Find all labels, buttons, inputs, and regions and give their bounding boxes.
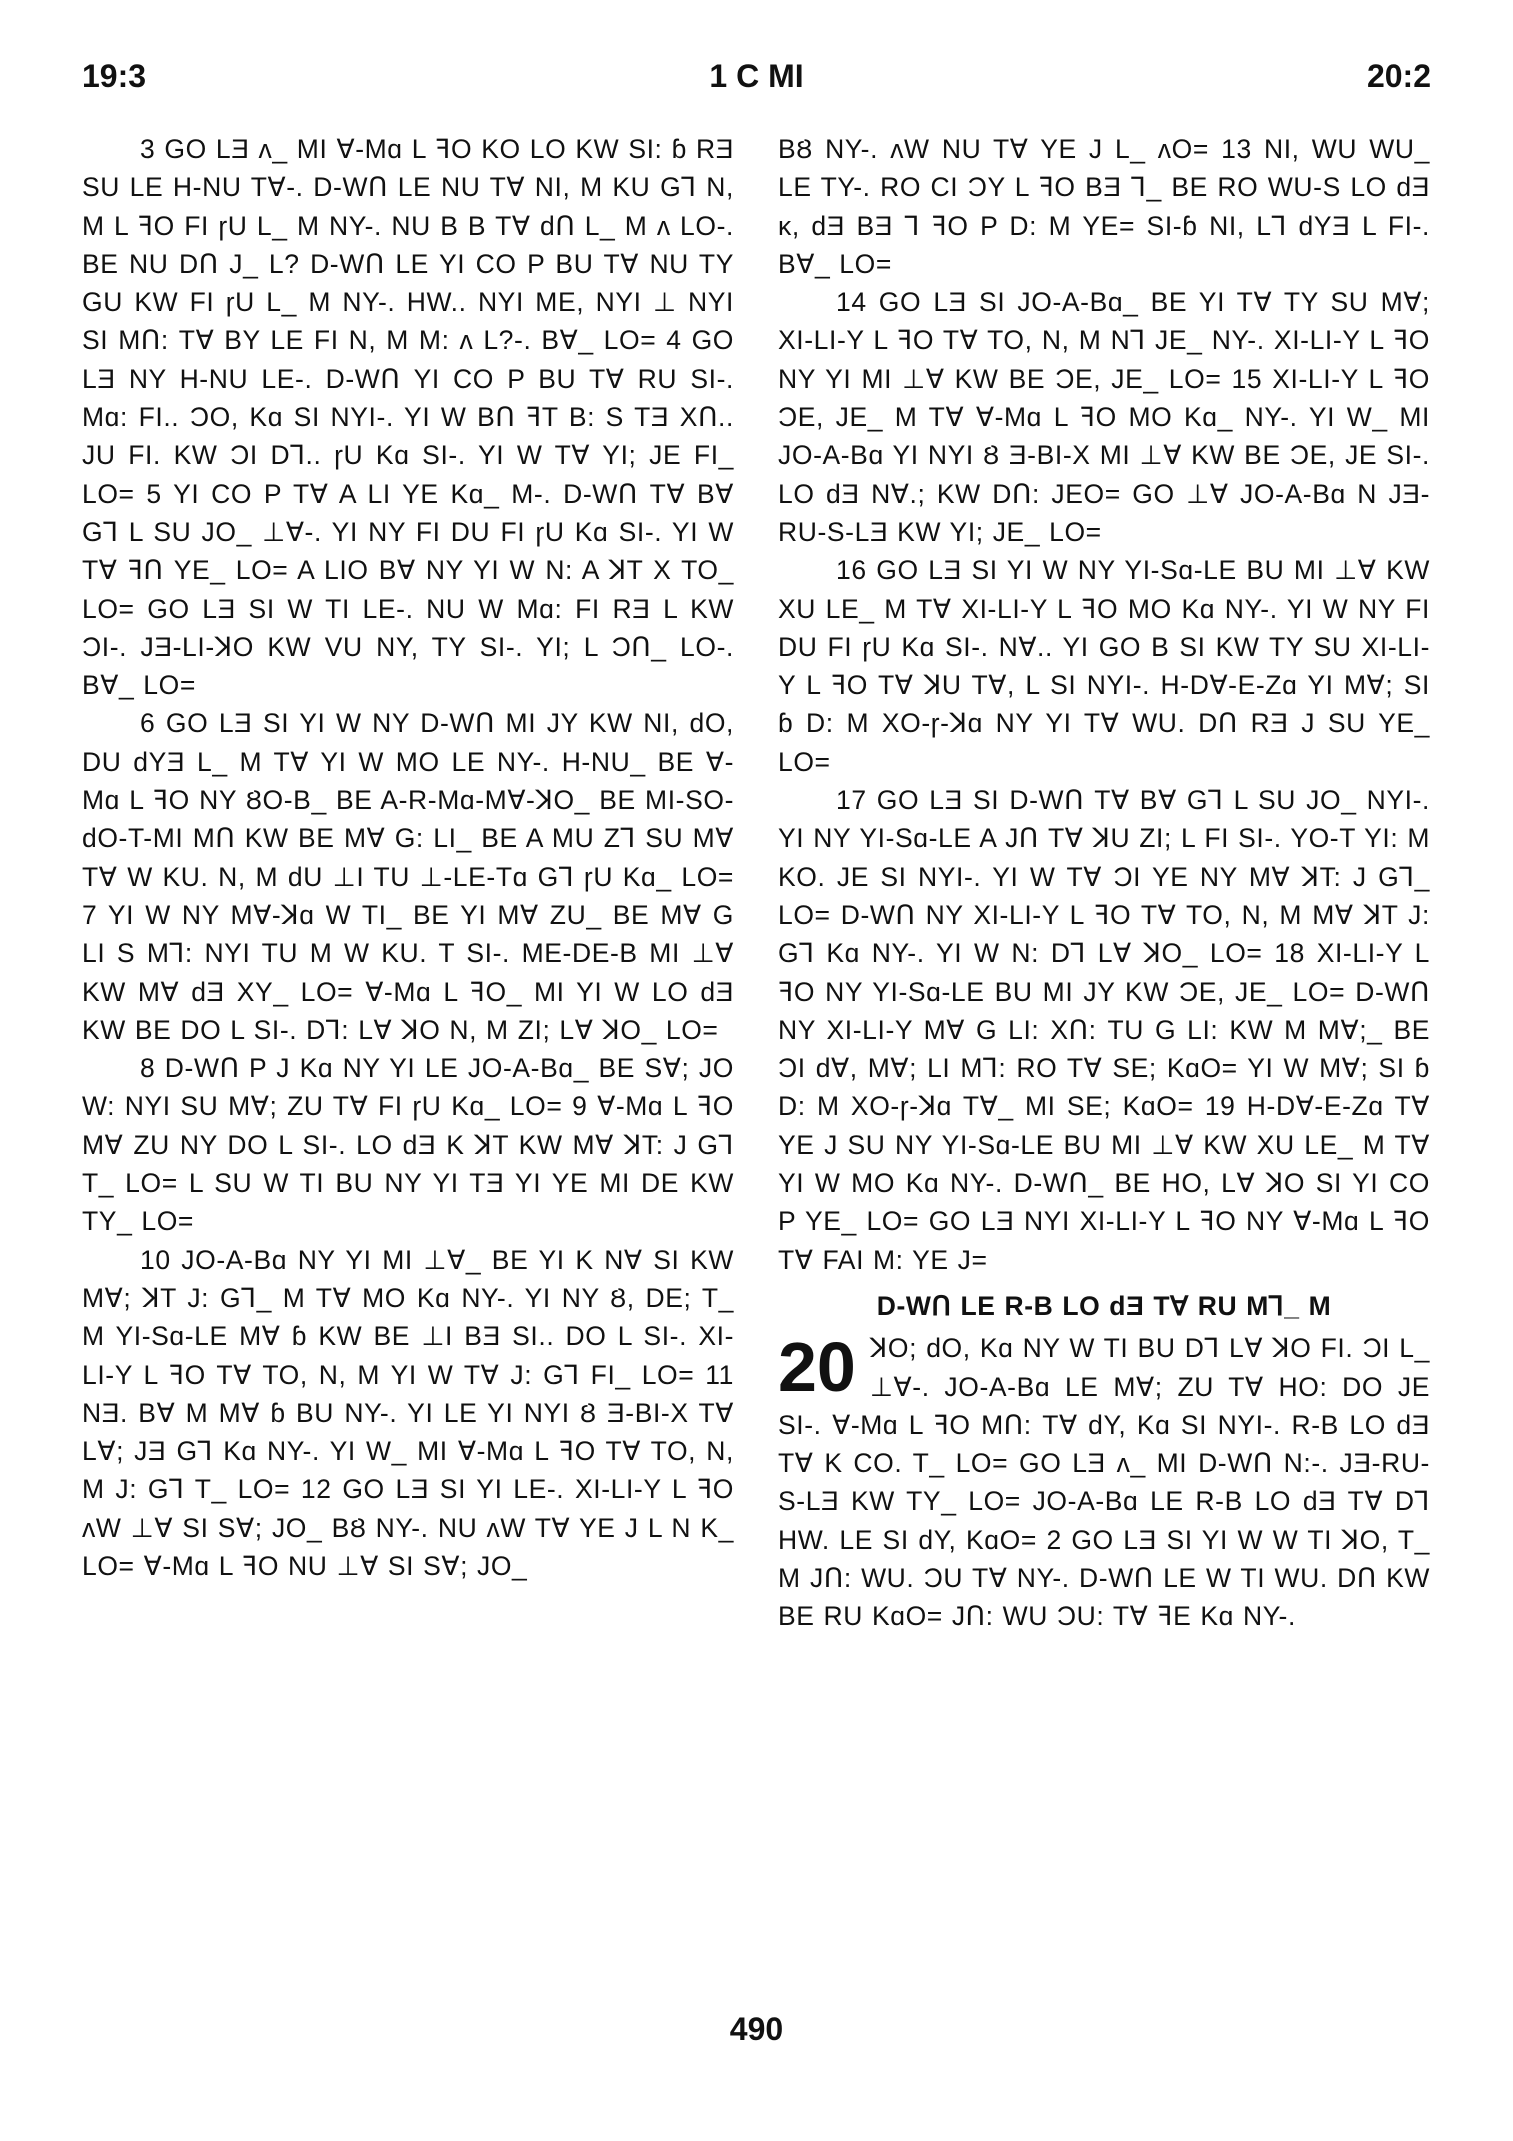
- chapter-20-text: ꓘO; dO, Kɑ NY W TI BU DꞀ L∀ ꓘO FI. ƆI L_ ⊥∀-. JO-A-Bɑ LE M∀; ZU T∀ HO: DO JE SI-. ∀-Mɑ L ꟻO MՈ: T∀ dY, Kɑ SI NYI-. R-B LO dƎ T∀ K CO. T_ LO= GO LƎ ʌ_ MI D-WՈ N:-. JƎ-RU-S-LƎ KW TY_ LO= JO-A-Bɑ LE R-B LO dƎ T∀ DꞀ HW. LE SI dY, KɑO= 2 GO LƎ SI YI W W TI ꓘO, T_ M JՈ: WU. ƆU T∀ NY-. D-WՈ LE W TI WU. DՈ KW BE RU KɑO= JՈ: WU ƆU: T∀ ꟻE Kɑ NY-.: [778, 1333, 1430, 1632]
- chapter-verse-end: 20:2: [1366, 58, 1431, 94]
- paragraph-verses-3-5: 3 GO LƎ ʌ_ MI ∀-Mɑ L ꟻO KO LO KW SI: ɓ RƎ SU LE H-NU T∀-. D-WՈ LE NU T∀ NI, M KU GꞀ N, M L ꟻO FI ɼU L_ M NY-. NU B B T∀ dՈ L_ M ʌ LO-. BE NU DՈ J_ L? D-WՈ LE YI CO P BU T∀ NU TY GU KW FI ɼU L_ M NY-. HW.. NYI ME, NYI ⊥ NYI SI MՈ: T∀ BY LE FI N, M M: ʌ L?-. B∀_ LO= 4 GO LƎ NY H-NU LE-. D-WՈ YI CO P BU T∀ RU SI-. Mɑ: FI.. ƆO, Kɑ SI NYI-. YI W BՈ ꟻT B: S TƎ XՈ.. JU FI. KW ƆI DꞀ.. ɼU Kɑ SI-. YI W T∀ YI; JE FI_ LO= 5 YI CO P T∀ A LI YE Kɑ_ M-. D-WՈ T∀ B∀ GꞀ L SU JO_ ⊥∀-. YI NY FI DU FI ɼU Kɑ SI-. YI W T∀ ꟻՈ YE_ LO= A LIO B∀ NY YI W N: A ꓘT X TO_ LO= GO LƎ SI W TI LE-. NU W Mɑ: FI RƎ L KW ƆI-. JƎ-LI-ꓘO KW VU NY, TY SI-. YI; L ƆՈ_ LO-. B∀_ LO=: [82, 134, 734, 701]
- left-text-column: [82, 130, 734, 1585]
- paragraph-verses-6-7: 6 GO LƎ SI YI W NY D-WՈ MI JY KW NI, dO, DU dYƎ L_ M T∀ YI W MO LE NY-. H-NU_ BE ∀-Mɑ L ꟻO NY ȢO-B_ BE A-R-Mɑ-M∀-ꓘO_ BE MI-SO-dO-T-MI MՈ KW BE M∀ G: LI_ BE A MU ZꞀ SU M∀ T∀ W KU. N, M dU ⊥I TU ⊥-LE-Tɑ GꞀ ɼU Kɑ_ LO= 7 YI W NY M∀-ꓘɑ W TI_ BE YI M∀ ZU_ BE M∀ G LI S MꞀ: NYI TU M W KU. T SI-. ME-DE-B MI ⊥∀ KW M∀ dƎ XY_ LO= ∀-Mɑ L ꟻO_ MI YI W LO dƎ KW BE DO L SI-. DꞀ: L∀ ꓘO N, M ZI; L∀ ꓘO_ LO=: [82, 708, 734, 1045]
- chapter-20-paragraph: [778, 1329, 1430, 1635]
- paragraph-verse-16: 16 GO LƎ SI YI W NY YI-Sɑ-LE BU MI ⊥∀ KW XU LE_ M T∀ XI-LI-Y L ꟻO MO Kɑ NY-. YI W NY FI DU FI ɼU Kɑ SI-. N∀.. YI GO B SI KW TY SU XI-LI-Y L ꟻO T∀ ꓘU T∀, L SI NYI-. H-D∀-E-Zɑ YI M∀; SI ɓ D: M XO-ɼ-ꓘɑ NY YI T∀ WU. DՈ RƎ J SU YE_ LO=: [778, 555, 1430, 777]
- paragraph-verse-13: BȢ NY-. ʌW NU T∀ YE J L_ ʌO= 13 NI, WU WU_ LE TY-. RO CI ƆY L ꟻO BƎ Ꞁ_ BE RO WU-S LO dƎ ĸ, dƎ BƎ Ꞁ ꟻO P D: M YE= SI-ɓ NI, LꞀ dYƎ L FI-. B∀_ LO=: [778, 134, 1430, 279]
- right-text-column: [778, 130, 1430, 1636]
- chapter-verse-start: 19:3: [82, 58, 147, 94]
- page-number: 490: [729, 2011, 784, 2047]
- section-heading: D-WՈ LE R-B LO dƎ T∀ RU MꞀ_ M: [876, 1290, 1332, 1321]
- paragraph-verses-8-9: 8 D-WՈ P J Kɑ NY YI LE JO-A-Bɑ_ BE S∀; JO W: NYI SU M∀; ZU T∀ FI ɼU Kɑ_ LO= 9 ∀-Mɑ L ꟻO M∀ ZU NY DO L SI-. LO dƎ K ꓘT KW M∀ ꓘT: J GꞀ T_ LO= L SU W TI BU NY YI TƎ YI YE MI DE KW TY_ LO=: [82, 1053, 734, 1237]
- chapter-number: 20: [778, 1328, 856, 1407]
- paragraph-verses-10-12: 10 JO-A-Bɑ NY YI MI ⊥∀_ BE YI K N∀ SI KW M∀; ꓘT J: GꞀ_ M T∀ MO Kɑ NY-. YI NY Ȣ, DE; T_ M YI-Sɑ-LE M∀ ɓ KW BE ⊥I BƎ SI.. DO L SI-. XI-LI-Y L ꟻO T∀ TO, N, M YI W T∀ J: GꞀ FI_ LO= 11 NƎ. B∀ M M∀ ɓ BU NY-. YI LE YI NYI Ȣ Ǝ-BI-X T∀ L∀; JƎ GꞀ Kɑ NY-. YI W_ MI ∀-Mɑ L ꟻO T∀ TO, N, M J: GꞀ T_ LO= 12 GO LƎ SI YI LE-. XI-LI-Y L ꟻO ʌW ⊥∀ SI S∀; JO_ BȢ NY-. NU ʌW T∀ YE J L N K_ LO= ∀-Mɑ L ꟻO NU ⊥∀ SI S∀; JO_: [82, 1244, 734, 1581]
- book-title: 1 C MI: [709, 58, 804, 94]
- running-header: [82, 58, 1431, 102]
- paragraph-verses-17-19: 17 GO LƎ SI D-WՈ T∀ B∀ GꞀ L SU JO_ NYI-. YI NY YI-Sɑ-LE A JՈ T∀ ꓘU ZI; L FI SI-. YO-T YI: M KO. JE SI NYI-. YI W T∀ ƆI YE NY M∀ ꓘT: J GꞀ_ LO= D-WՈ NY XI-LI-Y L ꟻO T∀ TO, N, M M∀ ꓘT J: GꞀ Kɑ NY-. YI W N: DꞀ L∀ ꓘO_ LO= 18 XI-LI-Y L ꟻO NY YI-Sɑ-LE BU MI JY KW ƆE, JE_ LO= D-WՈ NY XI-LI-Y M∀ G LI: XՈ: TU G LI: KW M M∀;_ BE ƆI d∀, M∀; LI MꞀ: RO T∀ SE; KɑO= YI W M∀; SI ɓ D: M XO-ɼ-ꓘɑ T∀_ MI SE; KɑO= 19 H-D∀-E-Zɑ T∀ YE J SU NY YI-Sɑ-LE BU MI ⊥∀ KW XU LE_ M T∀ YI W MO Kɑ NY-. D-WՈ_ BE HO, L∀ ꓘO SI YI CO P YE_ LO= GO LƎ NYI XI-LI-Y L ꟻO NY ∀-Mɑ L ꟻO T∀ FAI M: YE J=: [778, 785, 1430, 1275]
- paragraph-verses-14-15: 14 GO LƎ SI JO-A-Bɑ_ BE YI T∀ TY SU M∀; XI-LI-Y L ꟻO T∀ TO, N, M NꞀ JE_ NY-. XI-LI-Y L ꟻO NY YI MI ⊥∀ KW BE ƆE, JE_ LO= 15 XI-LI-Y L ꟻO ƆE, JE_ M T∀ ∀-Mɑ L ꟻO MO Kɑ_ NY-. YI W_ MI JO-A-Bɑ YI NYI Ȣ Ǝ-BI-X MI ⊥∀ KW BE ƆE, JE SI-. LO dƎ N∀.; KW DՈ: JEO= GO ⊥∀ JO-A-Bɑ N JƎ-RU-S-LƎ KW YI; JE_ LO=: [778, 287, 1430, 547]
